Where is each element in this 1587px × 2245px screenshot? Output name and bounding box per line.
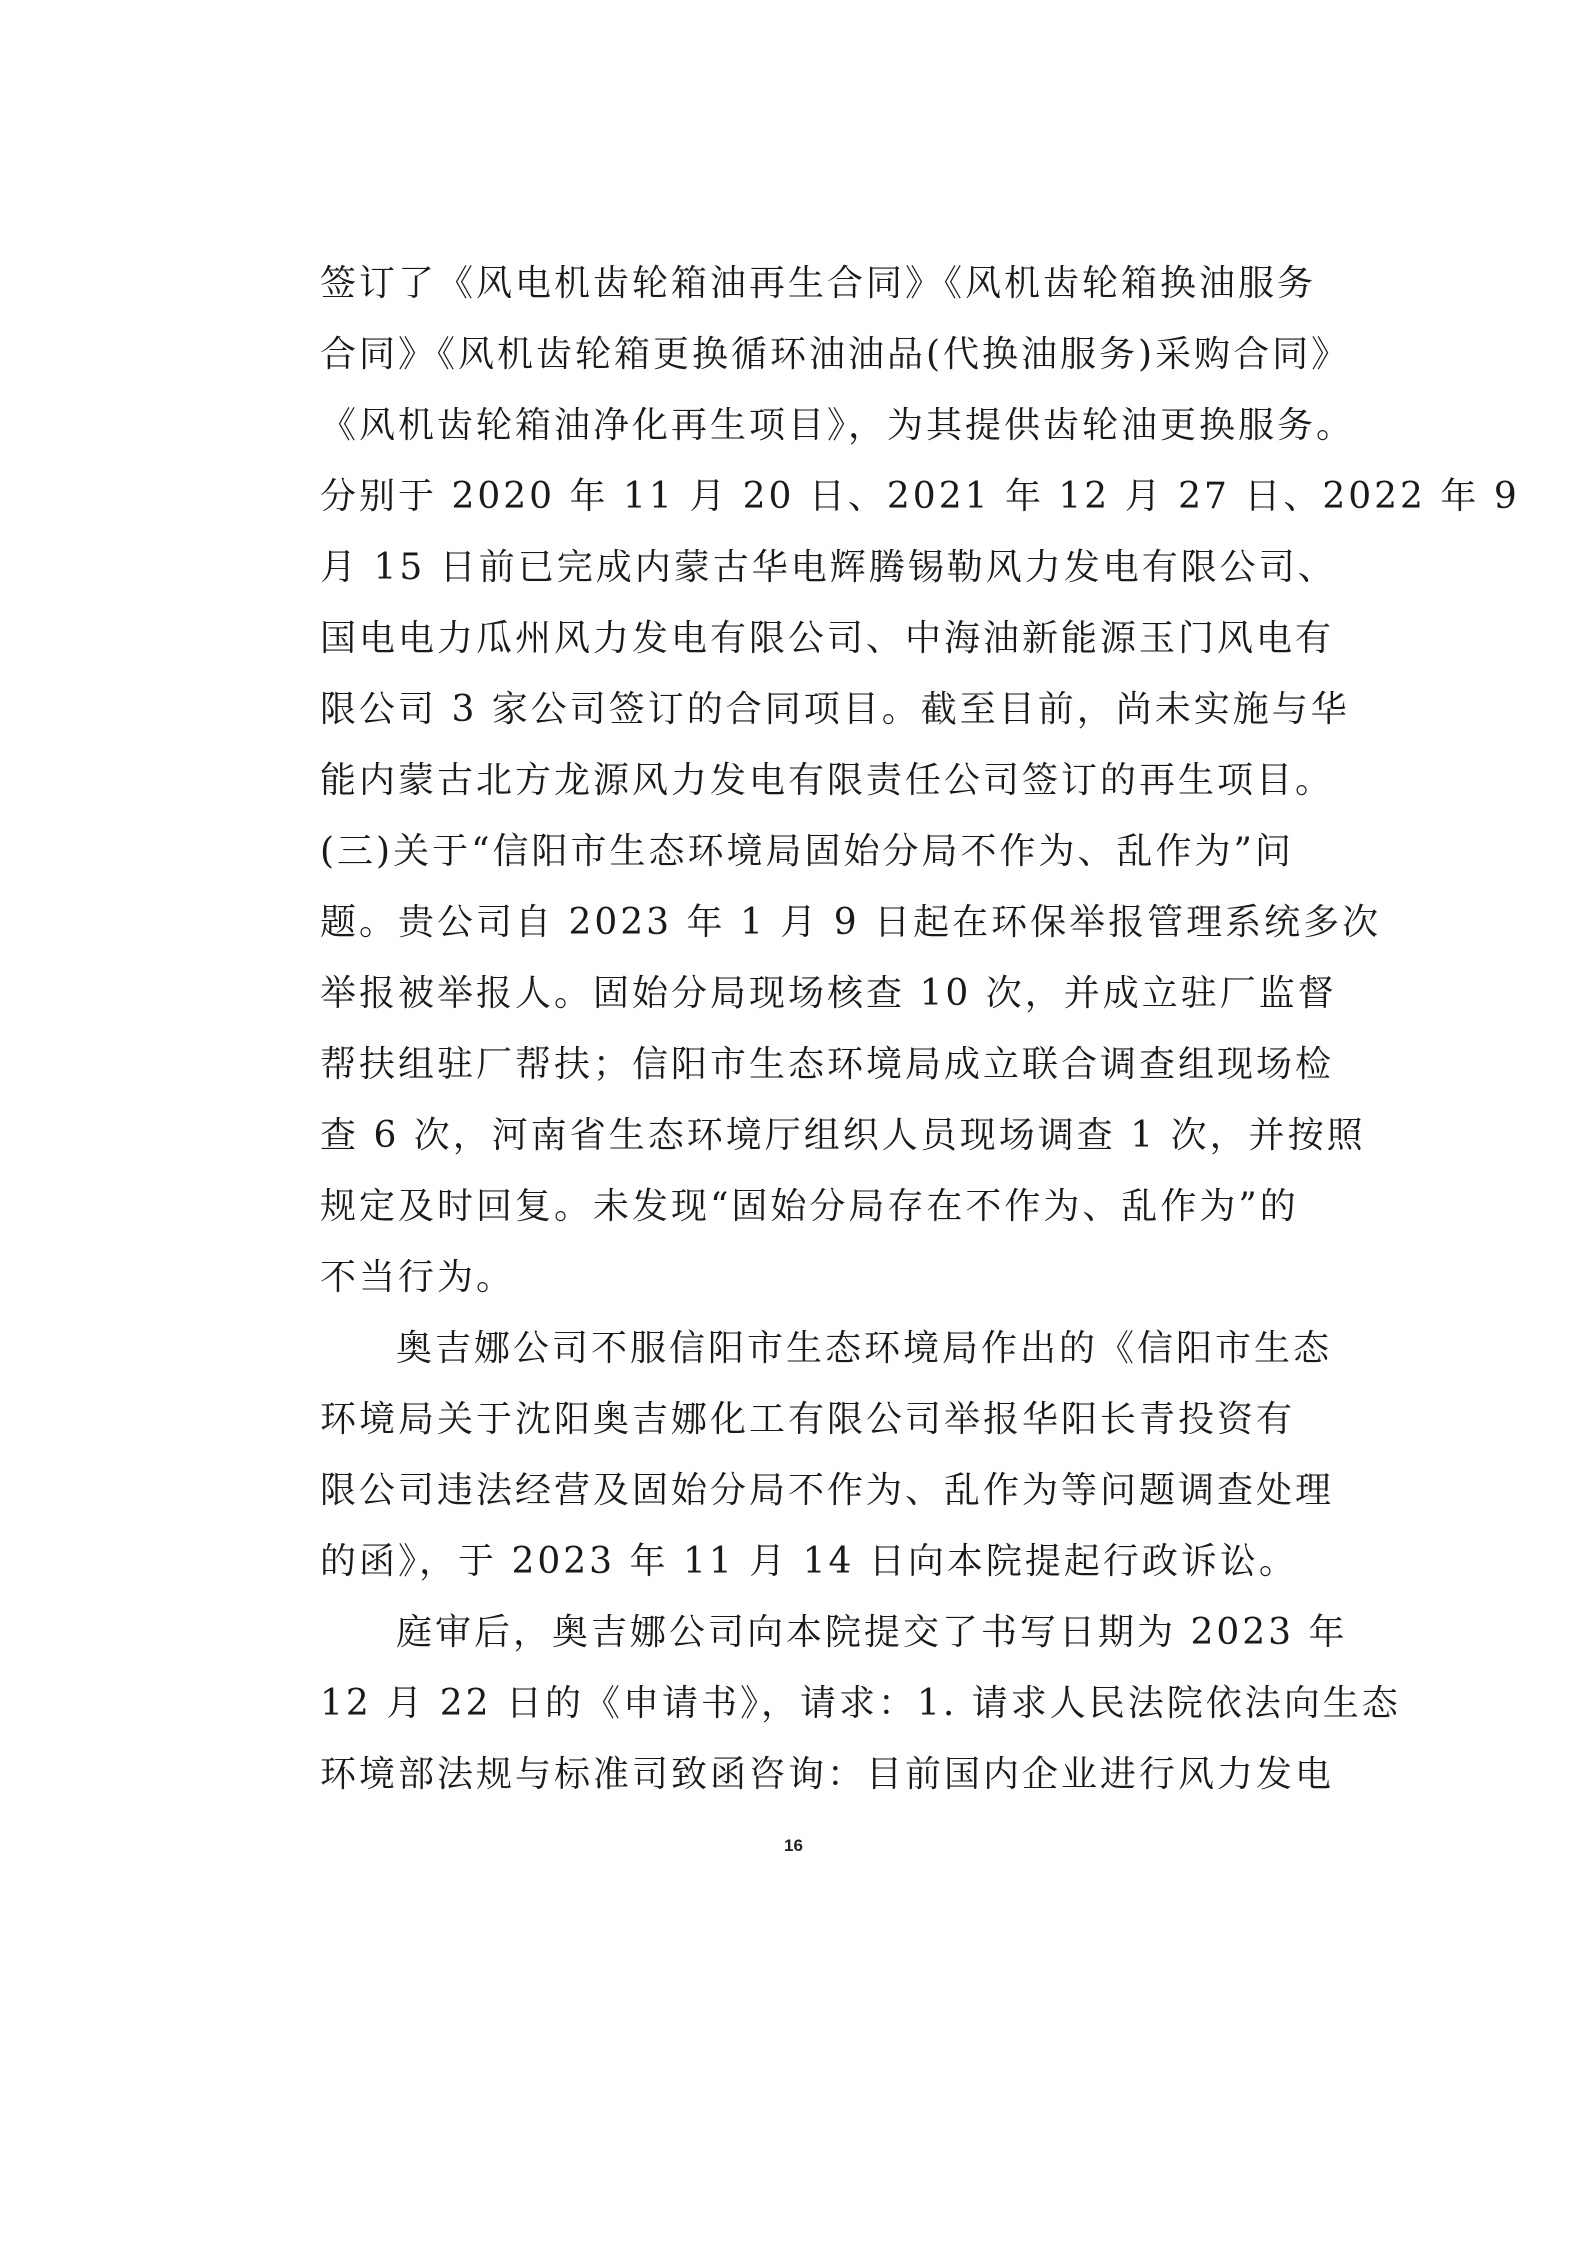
text-line: 不当行为。: [320, 1257, 516, 1298]
text-line: 规定及时回复。未发现“固始分局存在不作为、乱作为”的: [320, 1186, 1299, 1227]
document-body: [320, 248, 1520, 1810]
text-line: 查 6 次，河南省生态环境厅组织人员现场调查 1 次，并按照: [320, 1115, 1366, 1156]
text-line: 的函》，于 2023 年 11 月 14 日向本院提起行政诉讼。: [320, 1541, 1298, 1582]
text-line: 月 15 日前已完成内蒙古华电辉腾锡勒风力发电有限公司、: [320, 547, 1337, 588]
text-line: 能内蒙古北方龙源风力发电有限责任公司签订的再生项目。: [320, 760, 1335, 801]
text-line: 12 月 22 日的《申请书》，请求：1. 请求人民法院依法向生态: [320, 1683, 1401, 1724]
paragraph-contract-history: [320, 248, 1520, 1313]
text-line: 国电电力瓜州风力发电有限公司、中海油新能源玉门风电有: [320, 618, 1335, 659]
text-line: 奥吉娜公司不服信阳市生态环境局作出的《信阳市生态: [396, 1328, 1333, 1369]
text-line: 签订了《风电机齿轮箱油再生合同》《风机齿轮箱换油服务: [320, 263, 1317, 304]
text-line: 庭审后，奥吉娜公司向本院提交了书写日期为 2023 年: [396, 1612, 1348, 1653]
paragraph-post-trial-application: [320, 1597, 1401, 1810]
text-line: 环境局关于沈阳奥吉娜化工有限公司举报华阳长青投资有: [320, 1399, 1296, 1440]
text-line: 举报被举报人。固始分局现场核查 10 次，并成立驻厂监督: [320, 973, 1337, 1014]
text-line: 合同》《风机齿轮箱更换循环油油品(代换油服务)采购合同》: [320, 334, 1351, 375]
text-line: 帮扶组驻厂帮扶；信阳市生态环境局成立联合调查组现场检: [320, 1044, 1335, 1085]
text-line: 环境部法规与标准司致函咨询：目前国内企业进行风力发电: [320, 1754, 1335, 1795]
text-line: 限公司违法经营及固始分局不作为、乱作为等问题调查处理: [320, 1470, 1335, 1511]
text-line: 《风机齿轮箱油净化再生项目》，为其提供齿轮油更换服务。: [320, 405, 1356, 446]
text-line: 题。贵公司自 2023 年 1 月 9 日起在环保举报管理系统多次: [320, 902, 1382, 943]
text-line: (三)关于“信阳市生态环境局固始分局不作为、乱作为”问: [320, 831, 1294, 872]
page-number: 16: [784, 1836, 803, 1855]
text-line: 限公司 3 家公司签订的合同项目。截至目前，尚未实施与华: [320, 689, 1350, 730]
paragraph-lawsuit-filing: [320, 1313, 1335, 1597]
text-line: 分别于 2020 年 11 月 20 日、2021 年 12 月 27 日、2022 年 9: [320, 476, 1520, 517]
